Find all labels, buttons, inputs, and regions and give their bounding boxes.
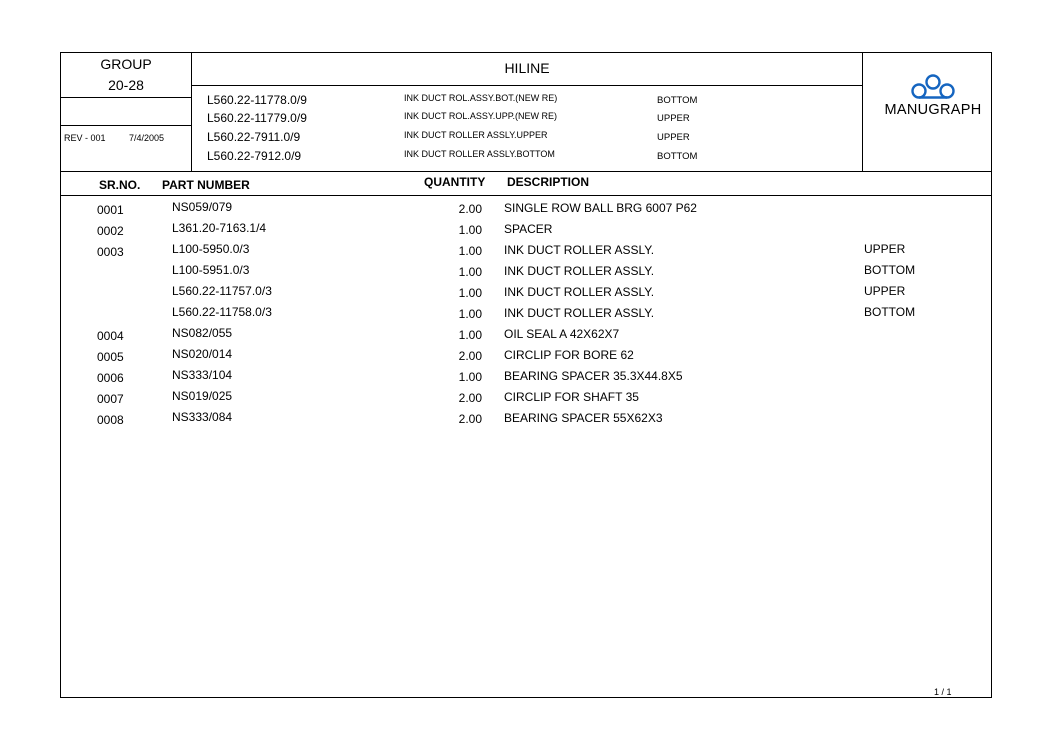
row-qty: 1.00 — [458, 244, 482, 258]
row-part: L100-5950.0/3 — [172, 242, 250, 256]
row-desc: INK DUCT ROLLER ASSLY. — [504, 306, 655, 320]
assembly-pos: BOTTOM — [657, 151, 698, 162]
parts-list-sheet — [60, 52, 992, 698]
row-qty: 2.00 — [458, 349, 482, 363]
row-srno: 0005 — [97, 350, 124, 364]
row-desc: CIRCLIP FOR BORE 62 — [504, 348, 634, 362]
assembly-desc: INK DUCT ROL.ASSY.BOT.(NEW RE) — [404, 93, 558, 103]
row-desc: CIRCLIP FOR SHAFT 35 — [504, 390, 639, 404]
revision-date: 7/4/2005 — [129, 133, 165, 143]
assembly-pos: UPPER — [657, 113, 690, 124]
row-srno: 0001 — [97, 203, 124, 217]
row-part: L560.22-11758.0/3 — [172, 305, 272, 319]
row-srno: 0006 — [97, 371, 124, 385]
col-quantity: QUANTITY — [424, 175, 486, 189]
header-bottom-line — [61, 171, 991, 172]
row-part: L361.20-7163.1/4 — [172, 221, 267, 235]
brand-name: MANUGRAPH — [884, 102, 982, 118]
page-number: 1 / 1 — [934, 687, 952, 697]
row-qty: 1.00 — [458, 328, 482, 342]
row-part: NS333/084 — [172, 410, 233, 424]
row-desc: INK DUCT ROLLER ASSLY. — [504, 264, 655, 278]
row-qty: 1.00 — [458, 265, 482, 279]
assembly-desc: INK DUCT ROLLER ASSLY.UPPER — [404, 130, 548, 140]
row-pos: BOTTOM — [864, 305, 916, 319]
row-pos: BOTTOM — [864, 263, 916, 277]
row-part: L560.22-11757.0/3 — [172, 284, 272, 298]
column-header-line — [61, 195, 991, 196]
manugraph-logo-icon — [873, 58, 993, 102]
row-srno: 0007 — [97, 392, 124, 406]
assembly-part: L560.22-11778.0/9 — [207, 93, 307, 107]
assembly-part: L560.22-11779.0/9 — [207, 111, 307, 125]
row-desc: SINGLE ROW BALL BRG 6007 P62 — [504, 201, 697, 215]
row-qty: 2.00 — [458, 412, 482, 426]
row-srno: 0008 — [97, 413, 124, 427]
assembly-desc: INK DUCT ROLLER ASSLY.BOTTOM — [404, 149, 555, 159]
row-part: NS082/055 — [172, 326, 233, 340]
title-divider — [191, 85, 863, 86]
group-label: GROUP — [100, 56, 152, 72]
row-qty: 2.00 — [458, 391, 482, 405]
col-srno: SR.NO. — [99, 178, 141, 192]
row-desc: SPACER — [504, 222, 553, 236]
row-pos: UPPER — [864, 242, 906, 256]
row-part: L100-5951.0/3 — [172, 263, 250, 277]
assembly-desc: INK DUCT ROL.ASSY.UPP.(NEW RE) — [404, 111, 558, 121]
row-part: NS333/104 — [172, 368, 233, 382]
row-part: NS020/014 — [172, 347, 233, 361]
row-qty: 2.00 — [458, 202, 482, 216]
row-desc: BEARING SPACER 35.3X44.8X5 — [504, 369, 683, 383]
row-desc: OIL SEAL A 42X62X7 — [504, 327, 620, 341]
group-number: 20-28 — [108, 77, 144, 93]
manugraph-logo — [873, 58, 993, 118]
row-part: NS059/079 — [172, 200, 233, 214]
col-part-number: PART NUMBER — [162, 178, 250, 192]
row-desc: INK DUCT ROLLER ASSLY. — [504, 243, 655, 257]
col-description: DESCRIPTION — [507, 175, 590, 189]
row-srno: 0004 — [97, 329, 124, 343]
group-box-divider-2 — [61, 125, 191, 126]
row-srno: 0002 — [97, 224, 124, 238]
page-title: HILINE — [504, 60, 550, 76]
row-qty: 1.00 — [458, 307, 482, 321]
row-qty: 1.00 — [458, 223, 482, 237]
revision: REV - 001 — [64, 133, 106, 143]
assembly-part: L560.22-7912.0/9 — [207, 149, 302, 163]
row-desc: BEARING SPACER 55X62X3 — [504, 411, 663, 425]
row-pos: UPPER — [864, 284, 906, 298]
row-qty: 1.00 — [458, 370, 482, 384]
group-box-divider-1 — [61, 97, 191, 98]
row-part: NS019/025 — [172, 389, 233, 403]
row-srno: 0003 — [97, 245, 124, 259]
assembly-pos: BOTTOM — [657, 95, 698, 106]
assembly-pos: UPPER — [657, 132, 690, 143]
row-desc: INK DUCT ROLLER ASSLY. — [504, 285, 655, 299]
assembly-part: L560.22-7911.0/9 — [207, 130, 301, 144]
row-qty: 1.00 — [458, 286, 482, 300]
